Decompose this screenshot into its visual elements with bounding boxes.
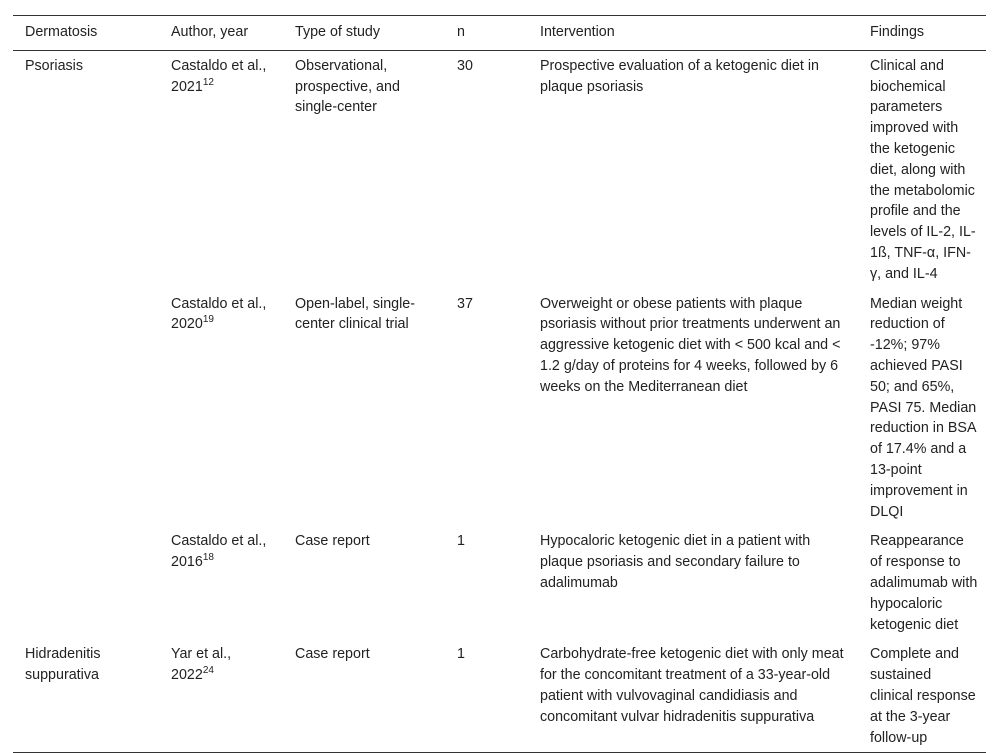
author-text: Castaldo et al., 2021: [171, 57, 267, 95]
author-text: Castaldo et al., 2020: [171, 295, 267, 333]
cell-n: 1: [457, 646, 465, 663]
cell-author: [159, 526, 283, 639]
author-text: Castaldo et al., 2016: [171, 533, 267, 571]
table-row: [13, 526, 986, 639]
cell-author: [159, 639, 283, 752]
header-dermatosis: Dermatosis: [25, 24, 98, 40]
cell-findings: Median weight reduction of -12%; 97% achieved PASI 50; and 65%, PASI 75. Median reduction in BSA of 17.4% and a 13-point improvement in DLQI: [870, 295, 977, 520]
header-intervention: Intervention: [540, 24, 615, 40]
reference-number: 24: [202, 665, 214, 677]
cell-n: 37: [457, 295, 473, 312]
cell-dermatosis: Psoriasis: [25, 57, 83, 74]
cell-findings: Complete and sustained clinical response at the 3-year follow-up: [870, 646, 976, 746]
cell-intervention: Prospective evaluation of a ketogenic diet in plaque psoriasis: [540, 57, 819, 95]
header-row: [13, 16, 986, 51]
cell-intervention: Carbohydrate-free ketogenic diet with only meat for the concomitant treatment of a 33-year-old patient with vulvovaginal candidiasis and concomitant vulvar hidradenitis suppurativa: [540, 646, 844, 725]
cell-dermatosis: Hidradenitis suppurativa: [25, 646, 101, 684]
cell-intervention: Overweight or obese patients with plaque psoriasis without prior treatments underwent an aggressive ketogenic diet with < 500 kcal and < 1.2 g/day of proteins for 4 weeks, followed by 6 weeks on the Mediterranean diet: [540, 295, 841, 395]
cell-author: [159, 50, 283, 288]
cell-dermatosis: [13, 526, 159, 639]
cell-n: 1: [457, 533, 465, 550]
cell-type: Open-label, single-center clinical trial: [295, 295, 416, 333]
reference-number: 12: [202, 76, 214, 88]
cell-intervention: Hypocaloric ketogenic diet in a patient with plaque psoriasis and secondary failure to adalimumab: [540, 533, 811, 591]
header-n: n: [457, 24, 465, 40]
table-row: [13, 50, 986, 288]
reference-number: 19: [202, 314, 214, 326]
cell-type: Observational, prospective, and single-center: [295, 57, 400, 116]
cell-type: Case report: [295, 646, 370, 663]
cell-dermatosis: [13, 289, 159, 527]
table-row: [13, 289, 986, 527]
cell-findings: Clinical and biochemical parameters improved with the ketogenic diet, along with the metabolomic profile and the levels of IL-2, IL-1ß, TNF-α, IFN-γ, and IL-4: [870, 57, 976, 282]
cell-author: [159, 289, 283, 527]
cell-findings: Reappearance of response to adalimumab with hypocaloric ketogenic diet: [870, 533, 978, 633]
cell-n: 30: [457, 57, 473, 74]
header-findings: Findings: [870, 24, 925, 40]
header-type: Type of study: [295, 24, 381, 40]
author-text: Yar et al., 2022: [171, 646, 232, 684]
studies-table: [13, 15, 986, 753]
header-author: Author, year: [171, 24, 249, 40]
table-row: [13, 639, 986, 752]
reference-number: 18: [202, 552, 214, 564]
cell-type: Case report: [295, 533, 370, 550]
